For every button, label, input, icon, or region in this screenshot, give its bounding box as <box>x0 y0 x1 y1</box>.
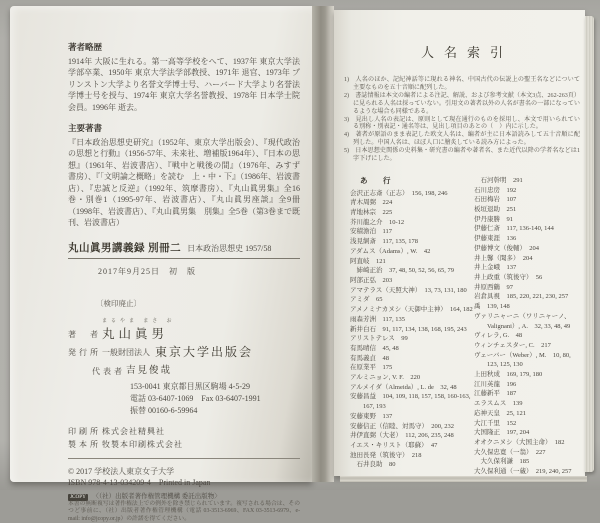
index-entry: 江川英龍 196 <box>474 380 517 388</box>
index-entry: 石田梅岩 107 <box>474 196 517 204</box>
printer-name: 株式会社精興社 <box>102 427 165 436</box>
index-content <box>344 42 580 477</box>
index-entry: 有馬晴信 45, 48 <box>350 344 399 352</box>
binder-row <box>68 439 300 451</box>
index-entry: 伊丹康勝 91 <box>474 215 513 223</box>
series-title: 丸山眞男講義録 別冊二 <box>68 242 182 254</box>
index-entry: アルメイダ（Almeida）, L. de 32, 48 <box>350 383 457 391</box>
index-entry: 伊藤仁斎 117, 136-140, 144 <box>474 225 554 233</box>
index-entry: ヴェーバー（Weber）, M. 10, 80, 123, 125, 130 <box>474 351 571 369</box>
index-entry: 有馬義貞 48 <box>350 354 389 362</box>
index-entry: 伊藤博文（俊輔） 204 <box>474 244 539 252</box>
index-entry: アメノミナカヌシ（天御中主神） 164, 182 <box>350 306 473 314</box>
binder-name: 牧製本印刷株式会社 <box>102 439 183 449</box>
index-title: 人名索引 <box>420 45 513 60</box>
representative-row <box>68 366 300 378</box>
jcopy-text: 本書の無断複写は著作権法上での例外を除き禁じられています。複写される場合は、そのつど事前に、（社）出版者著作権管理機構（電話 03-3513-6969、FAX 03-3513-6979、e-mail: info@jcopy.or.jp）の許諾を得てください。 <box>68 501 300 522</box>
index-column-left <box>350 176 474 477</box>
representative-name: 吉見俊哉 <box>126 365 173 376</box>
index-entry: 上田秋成 169, 179, 180 <box>474 371 543 379</box>
index-entry: アダムス（Adams）, W. 42 <box>350 247 431 255</box>
index-entry: 石井良助 80 <box>350 461 396 469</box>
publisher-name: 東京大学出版会 <box>155 345 254 359</box>
index-entry: 安藤東野 137 <box>350 412 393 420</box>
author-label: 著 者 <box>68 329 101 339</box>
index-entry: エラスムス 139 <box>474 400 523 408</box>
printing-block <box>68 426 300 450</box>
publisher-address: 153-0041 東京都目黒区駒場 4-5-29 <box>130 382 250 391</box>
page-edge-stack-right <box>585 16 594 472</box>
index-entry: 大久保利謙 185 <box>474 458 530 466</box>
index-entry: 新井白石 91, 117, 134, 138, 168, 195, 243 <box>350 325 467 333</box>
index-entry: 雨森芳洲 117, 135 <box>350 315 406 323</box>
index-notes <box>344 77 580 164</box>
index-entry: 江藤新平 187 <box>474 390 517 398</box>
index-entry: 井上政重（筑後守） 56 <box>474 274 543 281</box>
index-columns <box>344 176 580 477</box>
index-entry: 安藤昌益 104, 109, 118, 157, 158, 160-163, 167, 193 <box>350 393 471 411</box>
index-note: 5) 日本思想史関係の史料集・研究書の編者や著者名、また近代以降の学者名などは1字下げにした。 <box>344 148 580 163</box>
index-column-right <box>474 176 580 477</box>
index-entry: アマテラス（天照大神） 13, 73, 131, 180 <box>350 286 467 294</box>
printer-row <box>68 426 300 438</box>
author-bio-text: 1914年 大阪に生れる。第一高等学校をへて、1937年 東京大学法学部卒業、1950年 東京大学法学部教授、1971年 退官、1973年 プリンストン大学より名誉文学博士号、ハーバード大学より名誉法学博士号を授与、1974年 東京大学名誉教授、1978年 日本学士院会員。1996年 逝去。 <box>68 56 300 112</box>
index-entry: 青地林宗 225 <box>350 209 393 217</box>
major-works-heading: 主要著書 <box>68 123 103 133</box>
publisher-row <box>68 347 300 359</box>
index-entry: 阿部正弘 203 <box>350 277 393 284</box>
copyright-block <box>68 458 300 523</box>
publisher-label: 発行所 <box>68 348 101 357</box>
index-entries-left <box>350 189 474 470</box>
index-entry: 石川忠房 192 <box>474 186 517 194</box>
index-entry: イエス・キリスト（耶蘇） 47 <box>350 441 438 449</box>
stamp-abolished-note: 〔検印廃止〕 <box>96 298 141 308</box>
index-entry: アルミニョン, V. F. 220 <box>350 374 421 382</box>
page-edge-stack-bottom <box>340 476 587 482</box>
index-entry: 姉崎正治 37, 48, 50, 52, 56, 65, 79 <box>350 267 454 275</box>
index-entry: 井伊直弼（大老） 112, 206, 235, 248 <box>350 432 454 440</box>
index-entry: 芥川龍之介 10-12 <box>350 218 405 226</box>
index-entry: 伊藤東涯 136 <box>474 235 517 243</box>
index-entry: 井上金峨 137 <box>474 264 517 272</box>
author-row <box>68 316 300 340</box>
author-bio-heading: 著者略歴 <box>68 42 103 52</box>
index-entry: 井原西鶴 97 <box>474 283 513 291</box>
index-entry: 在原業平 175 <box>350 364 393 372</box>
index-entry: ヴァリニャーニ（ワリニャーノ、Valignani）, A. 32, 33, 48, 49 <box>474 312 571 330</box>
representative-label: 代表者 <box>92 366 125 376</box>
index-entry: オオクニヌシ（大国主命） 182 <box>474 438 565 446</box>
author-name-block <box>102 316 176 340</box>
index-entry: 安積澹泊 117 <box>350 228 393 236</box>
publisher-postal-transfer: 振替 00160-6-59964 <box>130 406 198 415</box>
edition-date: 2017年9月25日 初 版 <box>98 267 196 276</box>
index-note: 3) 見出し人名の表記は、原則として現在通行のものを採用し、本文で用いられている別称・別表記・通名等は、見出し項目のあとの（ ）内に示した。 <box>344 116 580 131</box>
book-gutter <box>312 6 334 482</box>
printer-label: 印刷所 <box>68 427 101 436</box>
index-entry: ヴィレラ, G. 48 <box>474 332 523 340</box>
index-entry: ウィンチェスター, C. 217 <box>474 341 551 349</box>
index-entry: 池田長発（筑後守） 218 <box>350 451 422 459</box>
copyright-line: © 2017 学校法人東京女子大学 <box>68 467 175 476</box>
index-entry: 大久保利通（一蔵） 219, 240, 257 <box>474 468 572 476</box>
jcopy-badge: JCOPY <box>70 494 86 500</box>
index-entry: 阿直岐 121 <box>350 257 386 265</box>
index-entry: アリストテレス 99 <box>350 335 408 343</box>
series-subtitle: 日本政治思想史 1957/58 <box>187 243 272 253</box>
index-entry: 安藤信正（信睦、対馬守） 200, 232 <box>350 422 454 430</box>
index-entry: 大久保忠寛（一翁） 227 <box>474 448 546 456</box>
author-furigana: まるやま まさ お <box>102 319 176 324</box>
index-note: 1) 人名のほか、記紀神話等に現れる神名、中国古代の伝説上の聖王名などについて主要なものを五十音順に配列した。 <box>344 77 580 91</box>
index-entry: 禹 139, 148 <box>474 303 510 311</box>
publisher-prefix: 一般財団法人 <box>102 348 150 357</box>
section-header-a-gyo: あ 行 <box>360 175 395 185</box>
author-name: 丸山眞男 <box>102 326 169 341</box>
publisher-address-block <box>130 381 300 417</box>
isbn-line: ISBN 978-4-13-034209-4 Printed in Japan <box>68 478 211 487</box>
index-entry: 井上馨（聞多） 204 <box>474 254 533 262</box>
index-entry: 大江千里 152 <box>474 419 517 427</box>
index-entry: 岩倉具視 185, 220, 221, 230, 257 <box>474 293 569 301</box>
index-entry: 応神天皇 25, 121 <box>474 409 526 417</box>
jcopy-block <box>68 493 300 523</box>
publisher-phone: 電話 03-6407-1069 Fax 03-6407-1991 <box>130 394 261 403</box>
jcopy-heading: 〈（社）出版者著作権管理機構 委託出版物〉 <box>92 493 221 500</box>
colophon-content <box>68 42 300 523</box>
index-entry: 浅見絅斎 117, 135, 178 <box>350 238 419 246</box>
index-note: 2) 書誌情報は本文の編者による注記、解説、および参考文献（本文3点、262-263頁）に見られる人名は採っていない。引用文の著者以外の人名が書名の一部になっているような場合も同様である。 <box>344 92 580 115</box>
index-entry: 石河幹明 291 <box>474 176 523 184</box>
index-entry: アミダ 65 <box>350 296 383 304</box>
index-entry: 大国隆正 197, 204 <box>474 429 530 437</box>
index-note: 4) 著者が原語のまま表記した欧文人名は、編者が主に日本語読みして五十音順に配列した。中国人名は、ほぼ人口に膾炙している読み方によった。 <box>344 132 580 147</box>
index-entry: 板垣退助 251 <box>474 206 517 214</box>
binder-label: 製本所 <box>68 439 101 449</box>
book-title-line <box>68 243 300 260</box>
index-entry: 青木周弼 224 <box>350 199 393 207</box>
major-works-text: 『日本政治思想史研究』（1952年、東京大学出版会）、『現代政治の思想と行動』（1956-57年、未来社、増補版1964年）、『日本の思想』（1961年、岩波書店）、『戦中と戦後の間』（1976年、みすず書房）、『「文明論之概略」を読む 上・中・下』（1986年、岩波書店）、『忠誠と反逆』（1992年、筑摩書房）、『丸山眞男集』全16巻・別巻1（1995-97年、岩波書店）、『丸山眞男座談』全9冊（1998年、岩波書店）、『丸山眞男集 別集』全5巻（第3巻まで既刊、岩波書店） <box>68 137 300 227</box>
index-entry: 会沢正志斎（正志） 156, 198, 246 <box>350 189 448 197</box>
